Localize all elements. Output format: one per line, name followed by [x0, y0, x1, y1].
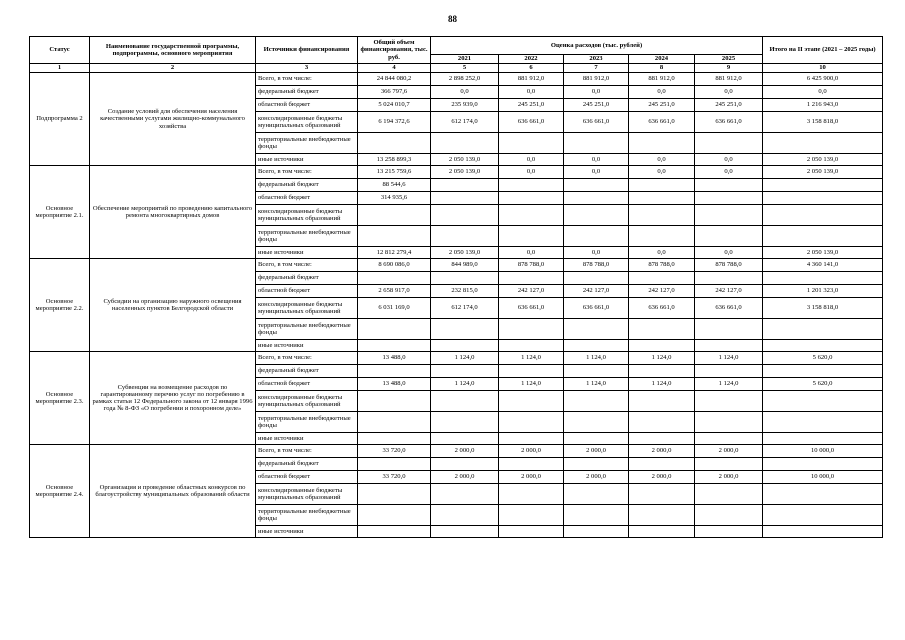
cell-stage-total: [763, 365, 883, 378]
cell-year-2025: [695, 272, 763, 285]
cell-year-2021: [431, 526, 499, 538]
cell-year-2022: 636 661,0: [499, 112, 564, 133]
cell-year-2023: [564, 272, 629, 285]
funding-source: иные источники: [256, 526, 358, 538]
cell-total-volume: 33 720,0: [358, 471, 431, 484]
cell-year-2023: [564, 412, 629, 433]
cell-year-2024: [629, 179, 695, 192]
column-index: 3: [256, 64, 358, 73]
cell-year-2021: 2 000,0: [431, 471, 499, 484]
table-body: [30, 73, 883, 538]
cell-year-2025: 878 788,0: [695, 259, 763, 272]
cell-year-2023: [564, 484, 629, 505]
cell-year-2021: 612 174,0: [431, 298, 499, 319]
cell-year-2021: 2 050 139,0: [431, 154, 499, 166]
cell-year-2021: 2 898 252,0: [431, 73, 499, 86]
funding-source: Всего, в том числе:: [256, 352, 358, 365]
cell-year-2022: [499, 484, 564, 505]
funding-source: территориальные внебюджетные фонды: [256, 226, 358, 247]
funding-source: областной бюджет: [256, 99, 358, 112]
cell-year-2024: 0,0: [629, 86, 695, 99]
cell-year-2022: 0,0: [499, 86, 564, 99]
cell-year-2024: [629, 226, 695, 247]
cell-stage-total: [763, 226, 883, 247]
cell-year-2024: 2 000,0: [629, 445, 695, 458]
cell-total-volume: 12 812 279,4: [358, 247, 431, 259]
cell-year-2025: [695, 205, 763, 226]
cell-stage-total: 1 201 323,0: [763, 285, 883, 298]
cell-total-volume: 314 935,6: [358, 192, 431, 205]
cell-year-2023: 0,0: [564, 247, 629, 259]
cell-total-volume: [358, 505, 431, 526]
cell-year-2021: 2 050 139,0: [431, 247, 499, 259]
cell-year-2024: [629, 433, 695, 445]
cell-year-2023: [564, 133, 629, 154]
cell-stage-total: 3 158 818,0: [763, 298, 883, 319]
cell-year-2022: 881 912,0: [499, 73, 564, 86]
cell-year-2024: 1 124,0: [629, 378, 695, 391]
header-estimate: Оценка расходов (тыс. рублей): [431, 37, 763, 55]
cell-year-2023: [564, 505, 629, 526]
cell-stage-total: 5 620,0: [763, 378, 883, 391]
cell-year-2022: [499, 272, 564, 285]
funding-source: иные источники: [256, 340, 358, 352]
header-final: Итого на II этапе (2021 – 2025 годы): [763, 37, 883, 64]
cell-year-2022: 878 788,0: [499, 259, 564, 272]
column-index: 6: [499, 64, 564, 73]
funding-source: областной бюджет: [256, 285, 358, 298]
cell-year-2022: [499, 205, 564, 226]
cell-total-volume: [358, 340, 431, 352]
cell-total-volume: [358, 319, 431, 340]
cell-year-2025: [695, 179, 763, 192]
row-name: Субвенции на возмещение расходов по гарантированному перечню услуг по погребению в рамках статьи 12 Федерального закона от 12 января 1996 года № 8-ФЗ «О погребении и похоронном деле»: [90, 352, 256, 445]
cell-year-2024: [629, 391, 695, 412]
cell-total-volume: 6 194 372,6: [358, 112, 431, 133]
cell-year-2022: 2 000,0: [499, 471, 564, 484]
cell-year-2025: [695, 391, 763, 412]
table-row: [30, 445, 883, 458]
header-year: 2022: [499, 55, 564, 64]
column-index: 4: [358, 64, 431, 73]
column-index: 1: [30, 64, 90, 73]
cell-year-2021: [431, 272, 499, 285]
row-name: Субсидии на организацию наружного освещения населенных пунктов Белгородской области: [90, 259, 256, 352]
table-row: [30, 352, 883, 365]
funding-source: территориальные внебюджетные фонды: [256, 133, 358, 154]
cell-total-volume: [358, 412, 431, 433]
funding-source: консолидированные бюджеты муниципальных образований: [256, 484, 358, 505]
cell-year-2023: 0,0: [564, 166, 629, 179]
cell-total-volume: 88 544,6: [358, 179, 431, 192]
cell-year-2025: [695, 340, 763, 352]
column-index: 2: [90, 64, 256, 73]
cell-year-2025: 1 124,0: [695, 378, 763, 391]
funding-source: консолидированные бюджеты муниципальных образований: [256, 298, 358, 319]
cell-stage-total: [763, 458, 883, 471]
cell-total-volume: [358, 133, 431, 154]
cell-year-2023: [564, 433, 629, 445]
row-status: Подпрограмма 2: [30, 73, 90, 166]
cell-year-2024: [629, 412, 695, 433]
cell-year-2024: [629, 340, 695, 352]
cell-stage-total: 6 425 900,0: [763, 73, 883, 86]
cell-year-2024: [629, 365, 695, 378]
column-index: 10: [763, 64, 883, 73]
cell-stage-total: [763, 133, 883, 154]
cell-year-2022: [499, 526, 564, 538]
funding-source: Всего, в том числе:: [256, 259, 358, 272]
funding-source: областной бюджет: [256, 192, 358, 205]
cell-total-volume: 33 720,0: [358, 445, 431, 458]
cell-year-2022: 245 251,0: [499, 99, 564, 112]
cell-year-2023: [564, 391, 629, 412]
cell-total-volume: [358, 391, 431, 412]
cell-year-2022: 2 000,0: [499, 445, 564, 458]
table-row: [30, 73, 883, 86]
row-status: Основное мероприятие 2.3.: [30, 352, 90, 445]
cell-year-2025: 0,0: [695, 166, 763, 179]
cell-year-2022: [499, 192, 564, 205]
cell-total-volume: 13 488,0: [358, 352, 431, 365]
funding-source: территориальные внебюджетные фонды: [256, 505, 358, 526]
header-year: 2024: [629, 55, 695, 64]
cell-year-2024: [629, 505, 695, 526]
cell-total-volume: 6 031 169,0: [358, 298, 431, 319]
cell-year-2023: 881 912,0: [564, 73, 629, 86]
cell-year-2021: [431, 340, 499, 352]
cell-year-2024: 878 788,0: [629, 259, 695, 272]
cell-year-2023: [564, 319, 629, 340]
cell-year-2024: 0,0: [629, 247, 695, 259]
cell-stage-total: 2 050 139,0: [763, 154, 883, 166]
cell-year-2023: 636 661,0: [564, 112, 629, 133]
cell-year-2024: 242 127,0: [629, 285, 695, 298]
cell-year-2023: 2 000,0: [564, 471, 629, 484]
row-status: Основное мероприятие 2.1.: [30, 166, 90, 259]
cell-year-2023: [564, 205, 629, 226]
cell-year-2022: [499, 365, 564, 378]
cell-year-2021: 1 124,0: [431, 378, 499, 391]
cell-year-2025: [695, 433, 763, 445]
cell-total-volume: [358, 365, 431, 378]
funding-source: иные источники: [256, 154, 358, 166]
cell-total-volume: 5 024 010,7: [358, 99, 431, 112]
cell-year-2025: [695, 319, 763, 340]
cell-year-2025: 881 912,0: [695, 73, 763, 86]
cell-year-2021: 232 815,0: [431, 285, 499, 298]
cell-year-2025: 0,0: [695, 86, 763, 99]
cell-year-2023: [564, 365, 629, 378]
header-name: Наименование государственной программы, подпрограммы, основного мероприятия: [90, 37, 256, 64]
funding-source: областной бюджет: [256, 378, 358, 391]
cell-year-2022: 1 124,0: [499, 378, 564, 391]
funding-source: федеральный бюджет: [256, 272, 358, 285]
cell-stage-total: [763, 391, 883, 412]
cell-total-volume: [358, 458, 431, 471]
cell-total-volume: 2 658 917,0: [358, 285, 431, 298]
cell-year-2022: [499, 505, 564, 526]
cell-year-2024: [629, 133, 695, 154]
cell-year-2023: 2 000,0: [564, 445, 629, 458]
cell-total-volume: [358, 226, 431, 247]
cell-year-2024: [629, 319, 695, 340]
cell-year-2022: [499, 458, 564, 471]
cell-year-2021: [431, 226, 499, 247]
cell-stage-total: 5 620,0: [763, 352, 883, 365]
cell-year-2023: [564, 192, 629, 205]
header-year: 2021: [431, 55, 499, 64]
cell-year-2025: [695, 133, 763, 154]
cell-year-2021: 235 939,0: [431, 99, 499, 112]
cell-year-2025: [695, 526, 763, 538]
cell-year-2025: 242 127,0: [695, 285, 763, 298]
cell-stage-total: 10 000,0: [763, 471, 883, 484]
cell-stage-total: 0,0: [763, 86, 883, 99]
header-status: Статус: [30, 37, 90, 64]
funding-source: консолидированные бюджеты муниципальных образований: [256, 391, 358, 412]
cell-year-2025: 2 000,0: [695, 471, 763, 484]
cell-year-2022: [499, 133, 564, 154]
cell-year-2023: 245 251,0: [564, 99, 629, 112]
header-total: Общий объем финансирования, тыс. руб.: [358, 37, 431, 64]
cell-year-2024: [629, 526, 695, 538]
cell-year-2023: 1 124,0: [564, 378, 629, 391]
cell-year-2025: 245 251,0: [695, 99, 763, 112]
cell-year-2025: 0,0: [695, 247, 763, 259]
cell-year-2023: 636 661,0: [564, 298, 629, 319]
cell-year-2023: 878 788,0: [564, 259, 629, 272]
funding-source: федеральный бюджет: [256, 365, 358, 378]
cell-year-2023: [564, 179, 629, 192]
cell-stage-total: [763, 484, 883, 505]
cell-year-2025: 636 661,0: [695, 298, 763, 319]
cell-year-2022: [499, 179, 564, 192]
cell-stage-total: 1 216 943,0: [763, 99, 883, 112]
cell-stage-total: [763, 272, 883, 285]
cell-year-2024: [629, 484, 695, 505]
cell-year-2024: [629, 192, 695, 205]
cell-year-2021: [431, 192, 499, 205]
cell-year-2025: 1 124,0: [695, 352, 763, 365]
cell-total-volume: [358, 526, 431, 538]
cell-stage-total: [763, 412, 883, 433]
funding-source: консолидированные бюджеты муниципальных образований: [256, 205, 358, 226]
cell-year-2025: [695, 365, 763, 378]
cell-year-2023: 1 124,0: [564, 352, 629, 365]
cell-stage-total: [763, 340, 883, 352]
header-year: 2025: [695, 55, 763, 64]
cell-year-2025: [695, 412, 763, 433]
cell-year-2024: [629, 458, 695, 471]
cell-year-2023: [564, 340, 629, 352]
cell-year-2024: 2 000,0: [629, 471, 695, 484]
cell-stage-total: [763, 505, 883, 526]
cell-year-2025: [695, 458, 763, 471]
cell-stage-total: [763, 179, 883, 192]
cell-year-2022: 0,0: [499, 247, 564, 259]
cell-year-2021: 0,0: [431, 86, 499, 99]
cell-total-volume: 13 488,0: [358, 378, 431, 391]
funding-source: Всего, в том числе:: [256, 166, 358, 179]
cell-stage-total: 10 000,0: [763, 445, 883, 458]
cell-year-2024: 0,0: [629, 166, 695, 179]
cell-year-2024: [629, 205, 695, 226]
cell-year-2024: 881 912,0: [629, 73, 695, 86]
cell-year-2022: [499, 412, 564, 433]
cell-year-2025: [695, 226, 763, 247]
cell-year-2024: 636 661,0: [629, 298, 695, 319]
cell-year-2021: [431, 319, 499, 340]
funding-source: территориальные внебюджетные фонды: [256, 412, 358, 433]
cell-year-2022: 1 124,0: [499, 352, 564, 365]
cell-stage-total: 4 360 141,0: [763, 259, 883, 272]
cell-year-2025: [695, 505, 763, 526]
cell-year-2021: [431, 133, 499, 154]
cell-year-2022: [499, 319, 564, 340]
cell-year-2022: 0,0: [499, 154, 564, 166]
row-name: Создание условий для обеспечения населения качественными услугами жилищно-коммунального хозяйства: [90, 73, 256, 166]
cell-total-volume: 8 690 086,0: [358, 259, 431, 272]
cell-total-volume: [358, 433, 431, 445]
cell-year-2021: 1 124,0: [431, 352, 499, 365]
funding-source: федеральный бюджет: [256, 86, 358, 99]
cell-year-2022: 636 661,0: [499, 298, 564, 319]
financing-table: [29, 36, 883, 538]
cell-total-volume: 24 844 080,2: [358, 73, 431, 86]
cell-year-2022: [499, 391, 564, 412]
row-name: Организация и проведение областных конкурсов по благоустройству муниципальных образований области: [90, 445, 256, 538]
cell-total-volume: [358, 484, 431, 505]
cell-stage-total: 3 158 818,0: [763, 112, 883, 133]
funding-source: областной бюджет: [256, 471, 358, 484]
cell-year-2021: 844 989,0: [431, 259, 499, 272]
cell-year-2023: [564, 526, 629, 538]
cell-year-2023: [564, 458, 629, 471]
funding-source: консолидированные бюджеты муниципальных образований: [256, 112, 358, 133]
cell-stage-total: 2 050 139,0: [763, 166, 883, 179]
cell-year-2024: [629, 272, 695, 285]
cell-stage-total: [763, 319, 883, 340]
column-index: 8: [629, 64, 695, 73]
cell-year-2023: 0,0: [564, 86, 629, 99]
cell-year-2025: [695, 484, 763, 505]
cell-year-2022: [499, 433, 564, 445]
cell-total-volume: 13 215 759,6: [358, 166, 431, 179]
cell-year-2021: [431, 205, 499, 226]
row-status: Основное мероприятие 2.2.: [30, 259, 90, 352]
cell-year-2021: [431, 412, 499, 433]
funding-source: Всего, в том числе:: [256, 445, 358, 458]
cell-total-volume: [358, 205, 431, 226]
funding-source: федеральный бюджет: [256, 458, 358, 471]
cell-year-2025: 2 000,0: [695, 445, 763, 458]
funding-source: иные источники: [256, 433, 358, 445]
cell-year-2023: [564, 226, 629, 247]
cell-year-2023: 0,0: [564, 154, 629, 166]
table-row: [30, 259, 883, 272]
cell-year-2021: [431, 391, 499, 412]
cell-year-2024: 1 124,0: [629, 352, 695, 365]
cell-stage-total: 2 050 139,0: [763, 247, 883, 259]
cell-total-volume: 366 797,6: [358, 86, 431, 99]
cell-total-volume: 13 258 899,3: [358, 154, 431, 166]
header-sources: Источники финансирования: [256, 37, 358, 64]
cell-year-2022: 242 127,0: [499, 285, 564, 298]
funding-source: Всего, в том числе:: [256, 73, 358, 86]
column-index: 5: [431, 64, 499, 73]
cell-year-2024: 245 251,0: [629, 99, 695, 112]
cell-stage-total: [763, 433, 883, 445]
column-index: 9: [695, 64, 763, 73]
cell-year-2024: 0,0: [629, 154, 695, 166]
cell-year-2021: [431, 179, 499, 192]
cell-year-2025: 636 661,0: [695, 112, 763, 133]
cell-stage-total: [763, 192, 883, 205]
cell-year-2021: [431, 484, 499, 505]
page-number: 88: [448, 14, 457, 24]
cell-stage-total: [763, 205, 883, 226]
cell-year-2022: [499, 340, 564, 352]
cell-year-2023: 242 127,0: [564, 285, 629, 298]
funding-source: иные источники: [256, 247, 358, 259]
funding-source: территориальные внебюджетные фонды: [256, 319, 358, 340]
header-year: 2023: [564, 55, 629, 64]
cell-year-2021: [431, 365, 499, 378]
column-index: 7: [564, 64, 629, 73]
cell-year-2021: [431, 458, 499, 471]
cell-stage-total: [763, 526, 883, 538]
cell-year-2021: 612 174,0: [431, 112, 499, 133]
row-status: Основное мероприятие 2.4.: [30, 445, 90, 538]
cell-year-2025: 0,0: [695, 154, 763, 166]
table-row: [30, 166, 883, 179]
cell-year-2024: 636 661,0: [629, 112, 695, 133]
cell-year-2022: 0,0: [499, 166, 564, 179]
funding-source: федеральный бюджет: [256, 179, 358, 192]
cell-year-2021: 2 050 139,0: [431, 166, 499, 179]
cell-year-2022: [499, 226, 564, 247]
cell-year-2021: [431, 505, 499, 526]
cell-total-volume: [358, 272, 431, 285]
cell-year-2025: [695, 192, 763, 205]
cell-year-2021: [431, 433, 499, 445]
row-name: Обеспечение мероприятий по проведению капитального ремонта многоквартирных домов: [90, 166, 256, 259]
cell-year-2021: 2 000,0: [431, 445, 499, 458]
